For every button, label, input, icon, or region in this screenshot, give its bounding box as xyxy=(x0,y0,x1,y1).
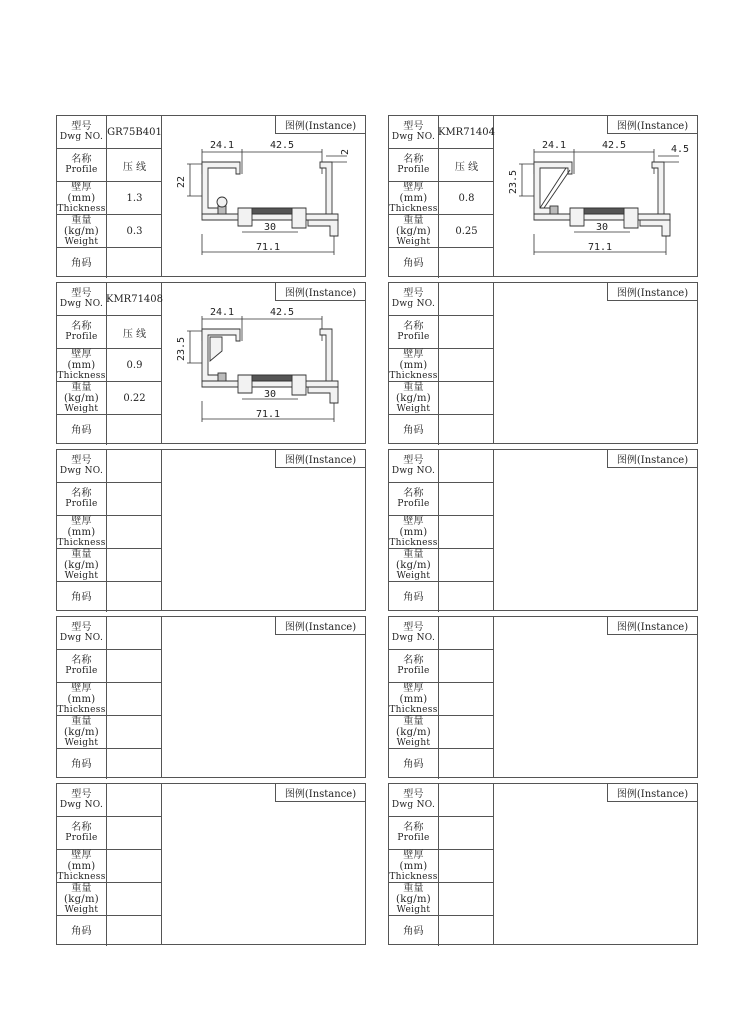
row-weight: 重量 (kg/m) Weight xyxy=(389,382,494,415)
profile-card-8 xyxy=(388,616,698,778)
diagonal-web xyxy=(540,168,566,208)
row-profile: 名称 Profile xyxy=(57,483,162,516)
row-dwg-no: 型号 Dwg NO. xyxy=(57,617,162,650)
row-corner: 角码 xyxy=(389,749,494,779)
row-thickness: 壁厚 (mm) Thickness xyxy=(57,516,162,549)
profile-value: 压 线 xyxy=(122,328,147,340)
dim-height: 23.5 xyxy=(508,169,519,195)
dwg-no-value: KMR71404 xyxy=(437,126,496,138)
profile-card-1 xyxy=(56,115,366,277)
spec-table xyxy=(389,784,494,944)
spec-table xyxy=(57,116,162,276)
row-thickness: 壁厚 (mm) Thickness xyxy=(389,516,494,549)
spec-table xyxy=(389,450,494,610)
instance-label: 图例(Instance) xyxy=(275,617,365,635)
dim-inner: 30 xyxy=(595,222,609,233)
thickness-value: 0.9 xyxy=(126,359,143,371)
instance-label: 图例(Instance) xyxy=(607,450,697,468)
instance-label: 图例(Instance) xyxy=(607,116,697,134)
row-weight: 重量 (kg/m) Weight xyxy=(389,716,494,749)
profile-card-5 xyxy=(56,449,366,611)
instance-label: 图例(Instance) xyxy=(607,283,697,301)
dwg-no-value: GR75B401 xyxy=(107,126,162,138)
spec-table xyxy=(57,450,162,610)
profile-value xyxy=(439,817,494,849)
dim-total: 71.1 xyxy=(255,409,281,420)
dim-width-1: 24.1 xyxy=(541,140,567,151)
row-weight: 重量 (kg/m) Weight 0.3 xyxy=(57,215,162,248)
thickness-value xyxy=(439,683,494,715)
profile-value: 压 线 xyxy=(122,161,147,173)
dim-width-2: 42.5 xyxy=(269,140,295,151)
corner-value xyxy=(107,415,162,445)
profile-card-7 xyxy=(56,616,366,778)
row-corner: 角码 xyxy=(389,916,494,946)
dim-width-2: 42.5 xyxy=(269,307,295,318)
thickness-value xyxy=(439,349,494,381)
row-thickness: 壁厚 (mm) Thickness xyxy=(57,683,162,716)
thickness-value: 0.8 xyxy=(458,192,475,204)
corner-value xyxy=(107,916,162,946)
thickness-value xyxy=(107,850,162,882)
instance-label: 图例(Instance) xyxy=(275,450,365,468)
row-weight: 重量 (kg/m) Weight xyxy=(389,549,494,582)
inner-chamber xyxy=(210,337,222,361)
row-dwg-no: 型号 Dwg NO. xyxy=(57,450,162,483)
spec-table xyxy=(57,617,162,777)
dim-height: 23.5 xyxy=(176,336,187,362)
corner-value xyxy=(439,248,494,278)
profile-card-3 xyxy=(56,282,366,444)
row-profile: 名称 Profile xyxy=(389,817,494,850)
row-profile: 名称 Profile xyxy=(57,650,162,683)
gasket xyxy=(584,208,624,214)
dim-total: 71.1 xyxy=(255,242,281,253)
weight-value xyxy=(439,716,494,748)
row-dwg-no: 型号 Dwg NO. GR75B401 xyxy=(57,116,162,149)
weight-value: 0.22 xyxy=(123,392,146,404)
spec-table xyxy=(57,283,162,443)
corner-value xyxy=(439,582,494,612)
thickness-value xyxy=(107,516,162,548)
thickness-value xyxy=(107,683,162,715)
profile-value xyxy=(439,650,494,682)
row-dwg-no: 型号 Dwg NO. xyxy=(57,784,162,817)
dwg-no-value xyxy=(439,617,494,649)
weight-value xyxy=(107,549,162,581)
row-profile: 名称 Profile 压 线 xyxy=(57,316,162,349)
corner-value xyxy=(439,749,494,779)
spec-table xyxy=(389,283,494,443)
row-profile: 名称 Profile xyxy=(389,483,494,516)
dim-height: 22 xyxy=(176,175,187,189)
row-corner: 角码 xyxy=(57,749,162,779)
instance-label: 图例(Instance) xyxy=(607,784,697,802)
row-corner: 角码 xyxy=(57,415,162,445)
thickness-value xyxy=(439,516,494,548)
corner-value xyxy=(107,248,162,278)
gasket xyxy=(252,208,292,214)
row-profile: 名称 Profile 压 线 xyxy=(389,149,494,182)
dim-width-1: 24.1 xyxy=(209,307,235,318)
dim-inner: 30 xyxy=(263,389,277,400)
weight-value xyxy=(439,883,494,915)
corner-value xyxy=(439,415,494,445)
profile-value: 压 线 xyxy=(454,161,479,173)
gasket xyxy=(252,375,292,381)
dwg-no-value xyxy=(439,283,494,315)
row-corner: 角码 xyxy=(57,248,162,278)
instance-label: 图例(Instance) xyxy=(607,617,697,635)
corner-value xyxy=(107,582,162,612)
spec-table xyxy=(389,617,494,777)
row-weight: 重量 (kg/m) Weight xyxy=(57,883,162,916)
row-weight: 重量 (kg/m) Weight xyxy=(57,716,162,749)
row-thickness: 壁厚 (mm) Thickness xyxy=(389,683,494,716)
row-corner: 角码 xyxy=(389,248,494,278)
dwg-no-value xyxy=(107,617,162,649)
row-thickness: 壁厚 (mm) Thickness 0.9 xyxy=(57,349,162,382)
instance-label: 图例(Instance) xyxy=(275,116,365,134)
row-corner: 角码 xyxy=(389,415,494,445)
corner-value xyxy=(107,749,162,779)
dim-small: 4.5 xyxy=(670,144,690,155)
profile-diagram xyxy=(494,134,699,274)
profile-card-10 xyxy=(388,783,698,945)
profile-value xyxy=(107,483,162,515)
row-weight: 重量 (kg/m) Weight xyxy=(57,549,162,582)
dwg-no-value xyxy=(439,450,494,482)
row-dwg-no: 型号 Dwg NO. xyxy=(389,283,494,316)
row-thickness: 壁厚 (mm) Thickness 1.3 xyxy=(57,182,162,215)
profile-diagram xyxy=(162,301,367,441)
dim-small: 2 xyxy=(340,148,351,156)
weight-value xyxy=(107,716,162,748)
instance-label: 图例(Instance) xyxy=(275,784,365,802)
row-dwg-no: 型号 Dwg NO. xyxy=(389,784,494,817)
profile-card-6 xyxy=(388,449,698,611)
row-corner: 角码 xyxy=(57,582,162,612)
dwg-no-value: KMR71408 xyxy=(105,293,164,305)
spec-table xyxy=(389,116,494,276)
weight-value xyxy=(439,549,494,581)
row-corner: 角码 xyxy=(389,582,494,612)
dim-width-1: 24.1 xyxy=(209,140,235,151)
row-thickness: 壁厚 (mm) Thickness xyxy=(389,850,494,883)
row-dwg-no: 型号 Dwg NO. KMR71404 xyxy=(389,116,494,149)
row-profile: 名称 Profile xyxy=(57,817,162,850)
spec-table xyxy=(57,784,162,944)
profile-value xyxy=(439,316,494,348)
row-weight: 重量 (kg/m) Weight 0.22 xyxy=(57,382,162,415)
profile-card-4 xyxy=(388,282,698,444)
corner-value xyxy=(439,916,494,946)
weight-value: 0.25 xyxy=(455,225,478,237)
row-weight: 重量 (kg/m) Weight 0.25 xyxy=(389,215,494,248)
row-corner: 角码 xyxy=(57,916,162,946)
weight-value: 0.3 xyxy=(126,225,143,237)
dim-total: 71.1 xyxy=(587,242,613,253)
thickness-value xyxy=(439,850,494,882)
profile-card-9 xyxy=(56,783,366,945)
profile-value xyxy=(107,650,162,682)
row-profile: 名称 Profile xyxy=(389,650,494,683)
dwg-no-value xyxy=(107,784,162,816)
row-dwg-no: 型号 Dwg NO. xyxy=(389,450,494,483)
dwg-no-value xyxy=(107,450,162,482)
row-profile: 名称 Profile xyxy=(389,316,494,349)
thickness-value: 1.3 xyxy=(126,192,143,204)
row-profile: 名称 Profile 压 线 xyxy=(57,149,162,182)
row-weight: 重量 (kg/m) Weight xyxy=(389,883,494,916)
row-dwg-no: 型号 Dwg NO. KMR71408 xyxy=(57,283,162,316)
dim-inner: 30 xyxy=(263,222,277,233)
profile-diagram xyxy=(162,134,367,274)
dwg-no-value xyxy=(439,784,494,816)
dim-width-2: 42.5 xyxy=(601,140,627,151)
instance-label: 图例(Instance) xyxy=(275,283,365,301)
profile-value xyxy=(107,817,162,849)
row-dwg-no: 型号 Dwg NO. xyxy=(389,617,494,650)
ring-detail xyxy=(217,197,227,207)
profile-card-2 xyxy=(388,115,698,277)
weight-value xyxy=(107,883,162,915)
profile-value xyxy=(439,483,494,515)
row-thickness: 壁厚 (mm) Thickness xyxy=(57,850,162,883)
row-thickness: 壁厚 (mm) Thickness 0.8 xyxy=(389,182,494,215)
row-thickness: 壁厚 (mm) Thickness xyxy=(389,349,494,382)
weight-value xyxy=(439,382,494,414)
